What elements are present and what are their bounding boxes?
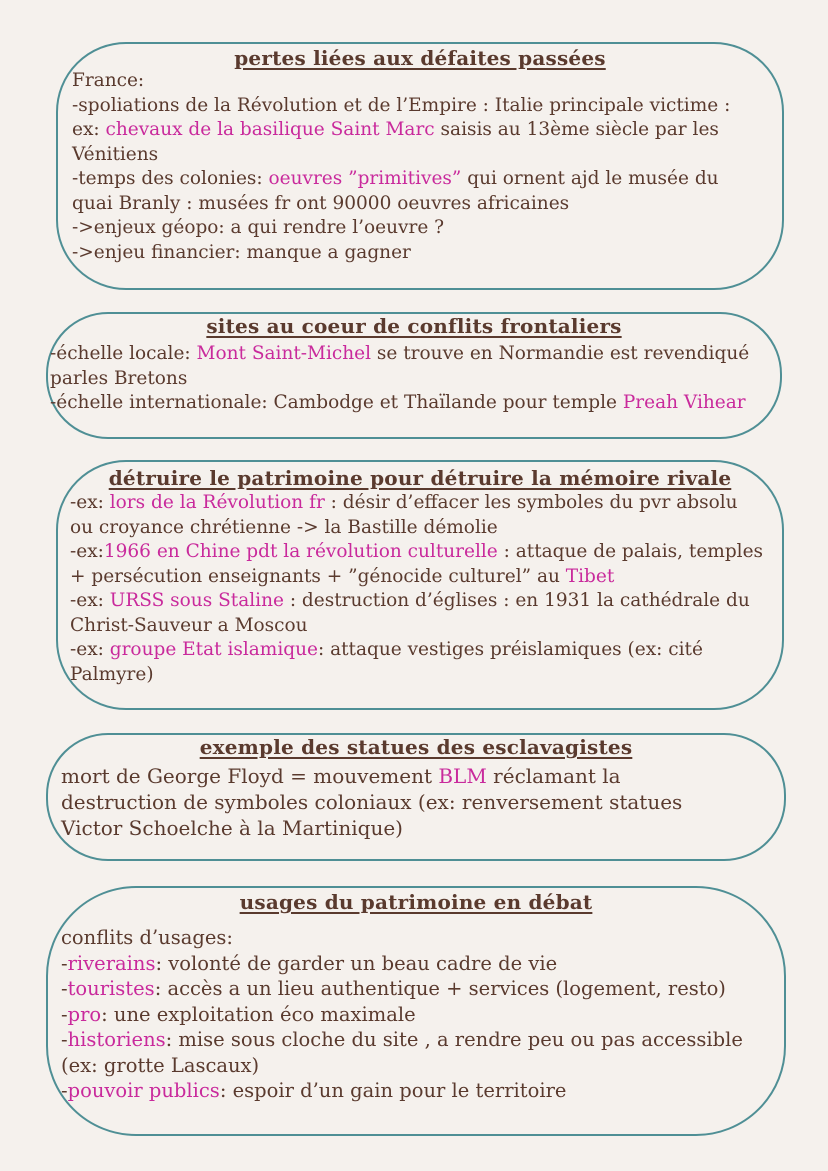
line-text: -échelle internationale: Cambodge et Thaïlande pour temple	[50, 392, 623, 413]
text-line	[70, 491, 763, 516]
line-text: -ex:	[70, 541, 104, 562]
line-text: -ex:	[70, 492, 110, 513]
highlight-term: URSS sous Staline	[109, 590, 284, 611]
highlight-term: Mont Saint-Michel	[196, 343, 372, 364]
card-detruire-memoire	[56, 460, 784, 710]
line-text: -	[61, 951, 68, 975]
text-line	[70, 540, 763, 565]
text-line	[72, 216, 730, 241]
text-line	[72, 94, 730, 119]
card-usages-debat	[46, 886, 786, 1136]
highlight-term: BLM	[438, 764, 487, 788]
card-body	[61, 763, 682, 841]
line-text: : espoir d’un gain pour le territoire	[219, 1079, 567, 1102]
line-text: ex:	[72, 119, 106, 140]
card-body	[50, 342, 749, 416]
text-line	[61, 1002, 743, 1028]
line-text: : destruction d’églises : en 1931 la cathédrale du	[283, 590, 750, 611]
text-line	[72, 241, 730, 266]
line-text: Victor Schoelche à la Martinique)	[61, 816, 403, 840]
card-title: usages du patrimoine en débat	[239, 890, 593, 914]
text-line	[72, 143, 730, 168]
line-text: -ex:	[70, 590, 110, 611]
text-line	[72, 192, 730, 217]
text-line	[61, 1053, 743, 1079]
card-conflits-frontaliers	[46, 312, 782, 439]
text-line	[61, 789, 682, 815]
text-line	[70, 638, 763, 663]
line-text: : désir d’effacer les symboles du pvr absolu	[324, 492, 738, 513]
line-text: -	[61, 1079, 68, 1102]
text-line	[72, 118, 730, 143]
line-text: : attaque vestiges préislamiques (ex: cité	[317, 639, 703, 660]
line-text: -spoliations de la Révolution et de l’Empire : Italie principale victime :	[72, 94, 731, 116]
card-title: exemple des statues des esclavagistes	[199, 735, 633, 759]
text-line	[70, 663, 763, 688]
line-text: se trouve en Normandie est revendiqué	[371, 343, 750, 364]
line-text: -	[61, 1028, 68, 1051]
text-line	[61, 1078, 743, 1104]
text-line	[61, 951, 743, 977]
highlight-term: lors de la Révolution fr	[109, 492, 325, 513]
line-text: (ex: grotte Lascaux)	[61, 1053, 260, 1077]
line-text: qui ornent ajd le musée du	[461, 168, 719, 189]
line-text: conflits d’usages:	[61, 926, 233, 949]
highlight-term: pro	[67, 1002, 102, 1026]
highlight-term: touristes	[67, 977, 155, 1000]
highlight-term: riverains	[67, 951, 156, 975]
line-text: + persécution enseignants + ”génocide culturel” au	[70, 565, 566, 587]
line-text: Vénitiens	[72, 143, 159, 165]
highlight-term: pouvoir publics	[67, 1079, 220, 1102]
card-title: sites au coeur de conflits frontaliers	[206, 314, 622, 338]
text-line	[50, 391, 749, 416]
text-line	[50, 342, 749, 367]
line-text: : accès a un lieu authentique + services (logement, resto)	[154, 977, 726, 1000]
line-text: France:	[72, 70, 145, 91]
line-text: Christ-Sauveur a Moscou	[70, 614, 308, 636]
line-text: : une exploitation éco maximale	[101, 1002, 416, 1026]
line-text: : volonté de garder un beau cadre de vie	[155, 951, 558, 975]
line-text: mort de George Floyd = mouvement	[61, 764, 439, 788]
card-body	[72, 69, 730, 265]
highlight-term: chevaux de la basilique Saint Marc	[105, 119, 435, 140]
text-line	[72, 167, 730, 192]
text-line	[72, 69, 730, 94]
highlight-term: historiens	[67, 1028, 166, 1051]
card-body	[70, 491, 763, 687]
card-title: détruire le patrimoine pour détruire la mémoire rivale	[108, 466, 732, 490]
line-text: ->enjeu financier: manque a gagner	[72, 241, 411, 263]
text-line	[70, 589, 763, 614]
line-text: quai Branly : musées fr ont 90000 oeuvres africaines	[72, 192, 570, 214]
line-text: réclamant la	[486, 764, 621, 788]
card-pertes-defaites	[56, 42, 784, 290]
text-line	[70, 565, 763, 590]
line-text: ->enjeux géopo: a qui rendre l’oeuvre ?	[72, 217, 445, 238]
card-title: pertes liées aux défaites passées	[234, 46, 606, 70]
text-line	[70, 516, 763, 541]
line-text: saisis au 13ème siècle par les	[434, 119, 719, 140]
highlight-term: oeuvres ”primitives”	[268, 168, 462, 189]
line-text: -temps des colonies:	[72, 168, 269, 189]
text-line	[61, 925, 743, 951]
line-text: -	[61, 1002, 68, 1026]
highlight-term: 1966 en Chine pdt la révolution culturelle	[103, 541, 498, 562]
text-line	[70, 614, 763, 639]
text-line	[61, 976, 743, 1002]
line-text: parles Bretons	[50, 367, 188, 389]
line-text: Palmyre)	[70, 663, 154, 685]
line-text: -ex:	[70, 639, 110, 660]
line-text: -échelle locale:	[50, 343, 197, 364]
line-text: : mise sous cloche du site , a rendre peu ou pas accessible	[165, 1028, 743, 1051]
highlight-term: groupe Etat islamique	[109, 639, 318, 660]
highlight-term: Tibet	[565, 565, 615, 587]
line-text: -	[61, 977, 68, 1000]
highlight-term: Preah Vihear	[622, 392, 746, 413]
line-text: ou croyance chrétienne -> la Bastille démolie	[70, 516, 498, 538]
text-line	[61, 763, 682, 789]
card-statues-esclavagistes	[46, 733, 786, 861]
line-text: : attaque de palais, temples	[497, 541, 764, 562]
card-body	[61, 925, 743, 1104]
line-text: destruction de symboles coloniaux (ex: renversement statues	[61, 790, 683, 814]
text-line	[61, 1027, 743, 1053]
text-line	[61, 815, 682, 841]
text-line	[50, 367, 749, 392]
